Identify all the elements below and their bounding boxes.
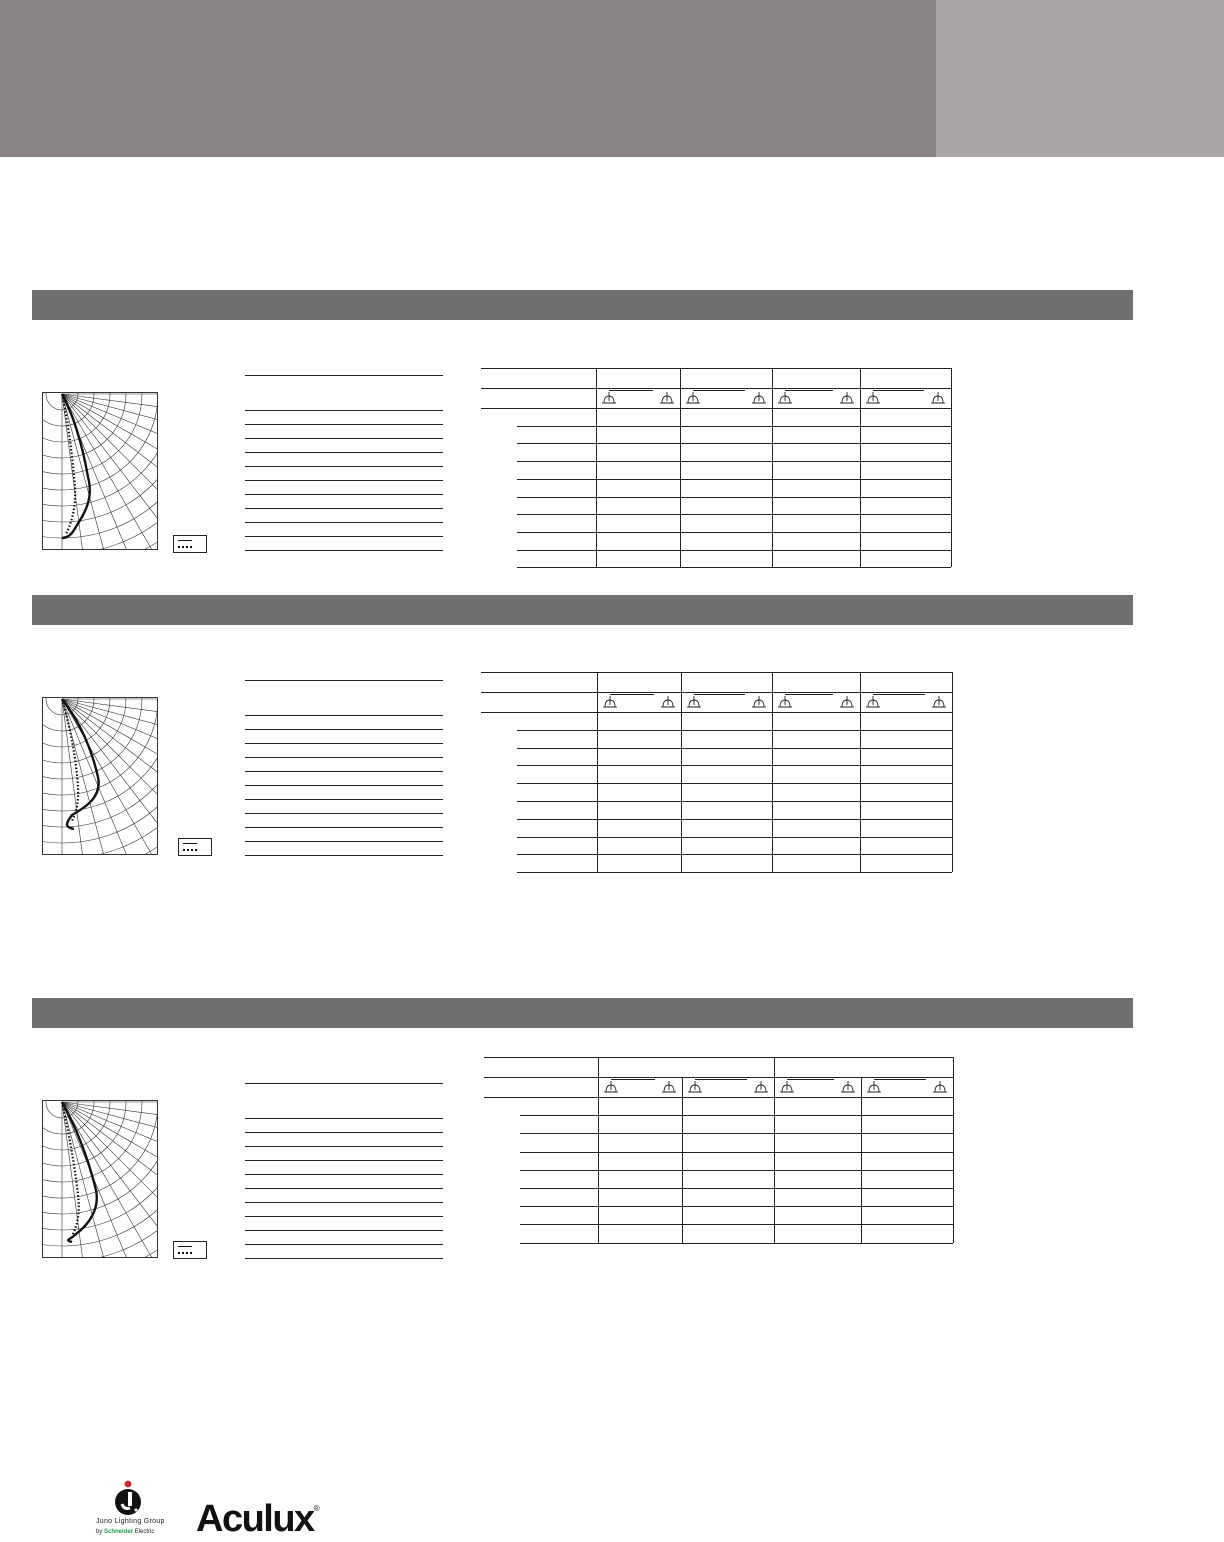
juno-lighting-logo [96,1480,166,1542]
table-row-rule [517,497,951,498]
fixture-icon [778,696,792,708]
fixture-icon [780,1081,794,1093]
fixture-spacing-line [609,390,653,391]
table-row-rule [517,479,951,480]
fixture-spacing-line [785,390,833,391]
table-header-top-rule [481,672,952,673]
fixture-icon [866,696,880,708]
fixture-icon [752,392,766,404]
fixture-icon [754,1081,768,1093]
juno-name: Juno Lighting Group [96,1518,165,1525]
table-column-rule [772,672,773,872]
fixture-icon [688,1081,702,1093]
table-column-rule [953,1057,954,1243]
table-column-rule [682,1077,683,1243]
fixture-icon [840,392,854,404]
table-header-mid-rule [484,1077,953,1078]
fixture-spacing-line [693,390,745,391]
fixture-icon [662,1081,676,1093]
juno-parent: by Schneider Electric [96,1529,155,1535]
table-column-rule [860,368,861,567]
table-row-rule [520,1170,953,1171]
fixture-icon [604,1081,618,1093]
table-row-rule [517,801,952,802]
table-row-rule [517,426,951,427]
table-row-rule [520,1152,953,1153]
table-row-rule [520,1115,953,1116]
table-header-top-rule [481,368,951,369]
fixture-icon [867,1081,881,1093]
fixture-icon [778,392,792,404]
table-column-rule [860,672,861,872]
table-row-rule [517,550,951,551]
aculux-logo: Aculux® [196,1498,319,1540]
table-column-rule [951,368,952,567]
table-header-bottom-rule [481,408,951,409]
illuminance-table [0,368,1224,608]
table-column-rule [861,1077,862,1243]
fixture-spacing-line [694,694,745,695]
fixture-icon [661,696,675,708]
table-row-rule [517,748,952,749]
table-column-rule [952,672,953,872]
table-column-rule [680,368,681,567]
table-column-rule [772,368,773,567]
fixture-icon [931,392,945,404]
fixture-icon [841,1081,855,1093]
table-row-rule [517,783,952,784]
fixture-icon [603,696,617,708]
fixture-spacing-line [787,1079,834,1080]
header-band [0,0,936,157]
fixture-icon [866,392,880,404]
fixture-icon [933,1081,947,1093]
table-row-rule [517,532,951,533]
header-band-accent [936,0,1224,157]
table-row-rule [517,461,951,462]
table-row-rule [517,837,952,838]
table-row-rule [520,1206,953,1207]
table-header-bottom-rule [484,1097,953,1098]
section-bar-3 [32,998,1133,1028]
table-row-rule [517,765,952,766]
table-row-rule [520,1133,953,1134]
fixture-spacing-line [873,390,924,391]
table-header-mid-rule [481,388,951,389]
table-row-rule [520,1243,953,1244]
fixture-icon [686,392,700,404]
table-row-rule [517,872,952,873]
fixture-spacing-line [610,694,654,695]
table-row-rule [517,730,952,731]
fixture-spacing-line [695,1079,747,1080]
fixture-icon [602,392,616,404]
illuminance-table [0,672,1224,912]
table-row-rule [520,1224,953,1225]
fixture-icon [660,392,674,404]
table-header-bottom-rule [481,712,952,713]
table-row-rule [520,1188,953,1189]
table-header-top-rule [484,1057,953,1058]
illuminance-table [0,1057,1224,1297]
fixture-icon [687,696,701,708]
table-column-rule [598,1057,599,1243]
fixture-icon [752,696,766,708]
fixture-spacing-line [611,1079,655,1080]
table-row-rule [517,854,952,855]
table-column-rule [596,368,597,567]
table-row-rule [517,567,951,568]
table-row-rule [517,443,951,444]
fixture-spacing-line [874,1079,926,1080]
fixture-spacing-line [873,694,925,695]
table-column-rule [597,672,598,872]
section-bar-1 [32,290,1133,320]
table-row-rule [517,819,952,820]
table-header-mid-rule [481,692,952,693]
fixture-spacing-line [785,694,833,695]
fixture-icon [932,696,946,708]
table-column-rule [774,1057,775,1243]
table-row-rule [517,514,951,515]
fixture-icon [840,696,854,708]
table-column-rule [681,672,682,872]
